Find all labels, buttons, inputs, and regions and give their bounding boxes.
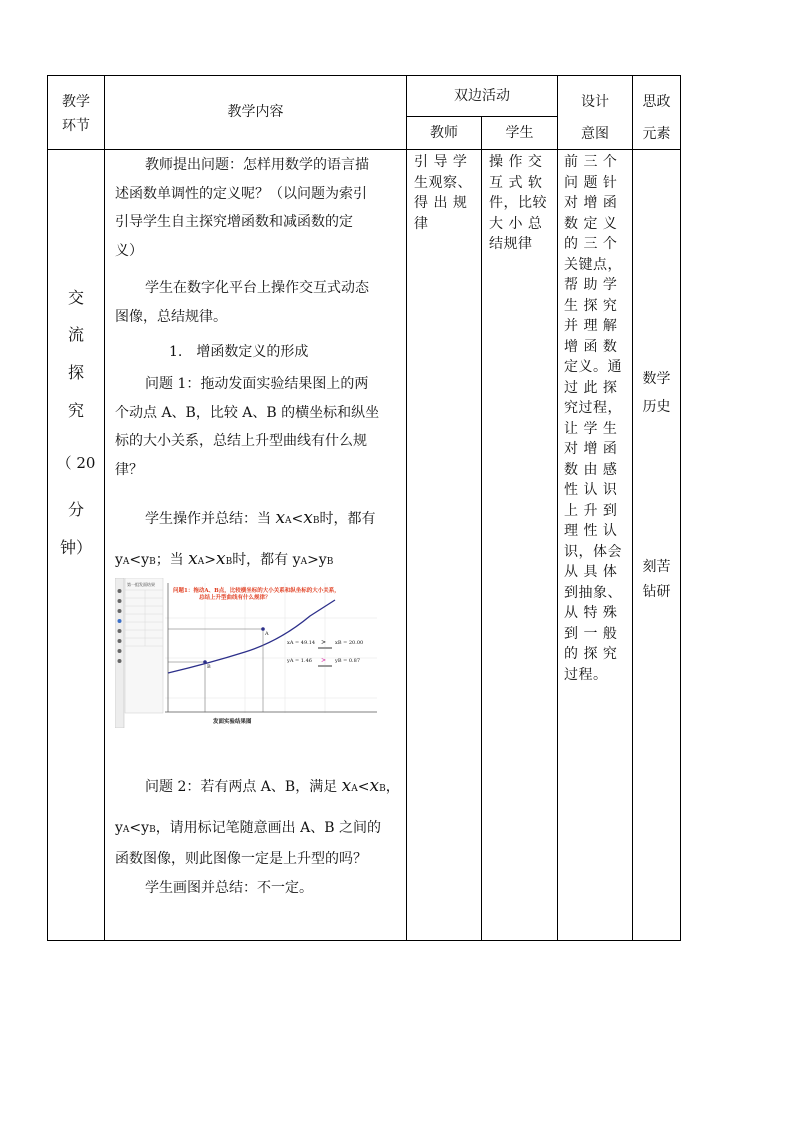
teacher-line: 生观察、 (414, 174, 472, 191)
student-line: 互 式 软 (489, 174, 543, 191)
section-heading: 1. 增函数定义的形成 (169, 344, 309, 360)
col-divider-2 (406, 75, 407, 941)
teacher-line: 引 导 学 (414, 154, 468, 170)
content-paragraph-question: 教师提出问题：怎样用数学的语言描 述函数单调性的定义呢？（以问题为索引 引导学生自主探究增函数和减函数的定 义） (115, 157, 369, 259)
teacher-activity (414, 152, 472, 234)
ya-readout: yA = 1.46 (287, 658, 312, 664)
yb-readout: yB = 0.87 (335, 658, 360, 664)
point-a-label: A (265, 631, 269, 637)
design-line: 的 三 个 (564, 236, 618, 252)
design-line: 帮 助 学 (564, 277, 618, 293)
table-bottom-border (47, 940, 681, 941)
ideology-item-math-history: 数学 历史 (642, 371, 671, 415)
col-divider-5 (632, 75, 633, 941)
student-line: 结规律 (489, 236, 533, 252)
design-line: 从 特 殊 (564, 605, 618, 621)
content-summary-2: yA<yB；当 xA>xB时，都有 yA>yB (115, 549, 334, 569)
student-line: 大 小 总 (489, 215, 543, 232)
stage-char: 交 (67, 288, 84, 307)
content-paragraph-q1: 问题 1：拖动发面实验结果图上的两 个动点 A、B，比较 A、B 的横坐标和纵坐 标的大小关系，总结上升型曲线有什么规 律？ (115, 376, 380, 478)
svg-text:>: > (321, 657, 327, 664)
header-content: 教学内容 (227, 104, 284, 120)
col-divider-3 (481, 116, 482, 941)
design-line: 对 增 函 (564, 195, 618, 211)
design-intent (564, 152, 622, 685)
xb-readout: xB = 20.00 (335, 640, 364, 646)
design-line: 过 此 探 (564, 379, 618, 396)
design-line: 生 探 究 (564, 297, 618, 314)
ideology-item-diligence: 刻苦 钻研 (642, 559, 671, 600)
screenshot-question-text: 问题1：拖动A、B点，比较横坐标的大小关系和纵坐标的大小关系， (173, 588, 340, 594)
design-line: 性 认 识 (564, 482, 618, 498)
design-line: 定义。通 (564, 359, 622, 375)
design-line: 识，体会 (564, 543, 622, 560)
stage-char: （ 20 (56, 454, 96, 472)
student-activity (489, 152, 547, 255)
content-summary-1: 学生操作并总结：当 xA<xB时，都有 (145, 508, 376, 528)
stage-char: 探 (67, 363, 84, 382)
col-divider-4 (557, 75, 558, 941)
stage-char: 流 (67, 325, 84, 344)
design-line: 让 学 生 (564, 420, 618, 437)
design-line: 数 由 感 (564, 461, 618, 478)
content-summary-3: 学生画图并总结：不一定。 (145, 880, 313, 896)
design-line: 前 三 个 (564, 154, 618, 170)
content-paragraph-q2-cont: yA<yB，请用标记笔随意画出 A、B 之间的 (115, 820, 381, 836)
student-line: 件，比较 (489, 195, 547, 211)
design-line: 关键点， (564, 256, 622, 273)
stage-char: 分 (67, 500, 84, 519)
header-activity: 双边活动 (454, 88, 510, 104)
design-line: 上 升 到 (564, 502, 618, 519)
design-line: 到 一 般 (564, 625, 618, 642)
header-design: 设计 意图 (581, 94, 609, 142)
stage-char: 钟） (59, 538, 92, 557)
design-line: 理 性 认 (564, 523, 618, 539)
design-line: 究过程， (564, 400, 622, 416)
design-line: 问 题 针 (564, 174, 618, 191)
experiment-screenshot (115, 578, 377, 728)
col-divider-1 (104, 75, 105, 941)
point-b-label: B (207, 664, 211, 670)
teacher-line: 得 出 规 (414, 195, 468, 211)
screenshot-caption: 发面实验结果图 (213, 719, 252, 725)
design-line: 增 函 数 (564, 338, 618, 355)
content-paragraph-q2: 问题 2：若有两点 A、B，满足 xA<xB， (145, 776, 400, 796)
header-ideology: 思政 元素 (642, 94, 671, 142)
design-line: 从 具 体 (564, 564, 618, 580)
xa-readout: xA = 49.14 (287, 640, 316, 646)
design-line: 对 增 函 (564, 441, 618, 457)
table-top-border (47, 75, 681, 76)
header-student: 学生 (505, 125, 534, 141)
design-line: 到抽象、 (564, 584, 622, 601)
student-line: 操 作 交 (489, 154, 543, 170)
design-line: 并 理 解 (564, 318, 618, 334)
teacher-line: 律 (414, 215, 429, 232)
content-paragraph-platform: 学生在数字化平台上操作交互式动态 图像，总结规律。 (115, 280, 369, 325)
header-stage: 教学 环节 (62, 94, 90, 134)
screenshot-question-text-2: 总结上升型曲线有什么规律？ (199, 595, 271, 601)
stage-char: 究 (67, 401, 84, 420)
svg-text:>: > (321, 639, 327, 646)
design-line: 过程。 (564, 666, 608, 683)
design-line: 的 探 究 (564, 646, 618, 662)
design-line: 数 定 义 (564, 215, 618, 232)
header-teacher: 教师 (430, 125, 458, 141)
table-right-border (680, 75, 681, 941)
content-paragraph-q2-end: 函数图像，则此图像一定是上升型的吗？ (115, 851, 367, 867)
sidebar-title: 第一组发面结果 (127, 582, 155, 587)
